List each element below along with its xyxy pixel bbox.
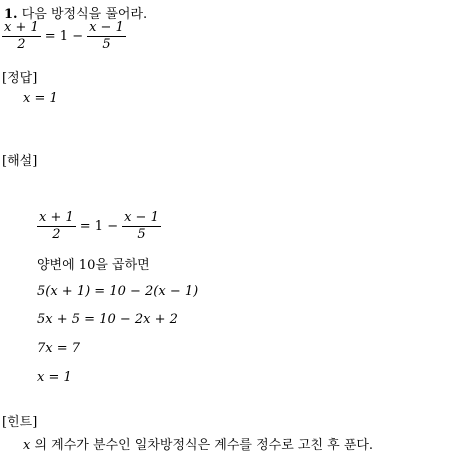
explanation-equation (37, 211, 161, 241)
expl-lhs-fraction (37, 211, 76, 241)
hint-line (23, 434, 373, 453)
expl-lhs-numerator: x + 1 (39, 210, 74, 225)
expl-equation-middle: = 1 − (79, 218, 119, 234)
explanation-step-4: 7x = 7 (37, 341, 81, 356)
problem-number: 1. (4, 7, 18, 22)
answer-value: x = 1 (23, 91, 58, 106)
equation-middle: = 1 − (44, 28, 84, 44)
explanation-step-2: 5(x + 1) = 10 − 2(x − 1) (37, 284, 199, 299)
hint-heading: [힌트] (2, 415, 38, 430)
expl-rhs-numerator: x − 1 (124, 210, 159, 225)
explanation-step-3: 5x + 5 = 10 − 2x + 2 (37, 312, 178, 327)
lhs-numerator: x + 1 (4, 20, 39, 35)
answer-heading: [정답] (2, 71, 38, 86)
rhs-numerator: x − 1 (89, 20, 124, 35)
problem-equation (2, 21, 126, 51)
expl-rhs-denominator: 5 (137, 226, 146, 242)
lhs-denominator: 2 (17, 36, 26, 52)
explanation-step-1: 양변에 10을 곱하면 (37, 258, 150, 273)
hint-text: 의 계수가 분수인 일차방정식은 계수를 정수로 고친 후 푼다. (34, 438, 374, 453)
rhs-denominator: 5 (102, 36, 111, 52)
lhs-fraction (2, 21, 41, 51)
explanation-heading: [해설] (2, 154, 38, 169)
rhs-fraction (87, 21, 126, 51)
hint-variable: x (23, 438, 31, 453)
expl-lhs-denominator: 2 (52, 226, 61, 242)
problem-instruction: 다음 방정식을 풀어라. (21, 7, 148, 22)
expl-rhs-fraction (122, 211, 161, 241)
explanation-step-5: x = 1 (37, 370, 72, 385)
